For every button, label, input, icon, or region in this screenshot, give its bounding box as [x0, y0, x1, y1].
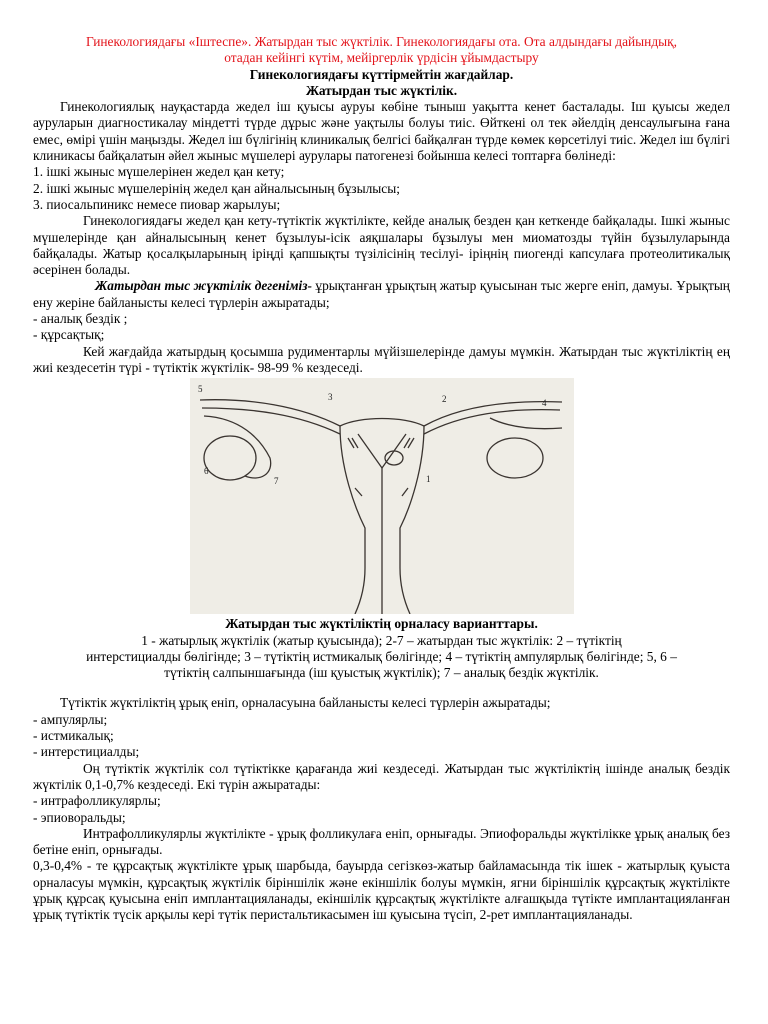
section-subheading: Жатырдан тыс жүктілік. [305, 82, 458, 98]
list-item: - құрсақтық; [33, 327, 105, 343]
label-6: 6 [203, 466, 208, 477]
figure-caption-title: Жатырдан тыс жүктіліктің орналасу варианттары. [225, 616, 538, 632]
right-ovary [487, 438, 543, 478]
list-item: - ампулярлы; [33, 711, 108, 727]
section-heading: Гинекологиядағы күттірмейтін жағдайлар. [249, 66, 514, 82]
uterus-diagram-figure [190, 378, 574, 614]
document-page [33, 34, 730, 924]
paragraph-bleeding: Гинекологиядағы жедел қан кету-түтіктік жүктілікте, кейде аналық безден қан кеткенде байқалады. Ішкі жыныс мүшелерінде қан айналысының кенет бұзылуы-ісік аяқшалары бұзылуы мен миоматозды түйін бұзылуларында байқалады. Жатыр қосалқыларының іріңді қапшықты түзілісінің тесілуі- іріңнің пиогенді капсулаға протеолитикалық әсерінен болады. [33, 213, 730, 278]
left-ovary [204, 436, 256, 480]
left-ovary-outline [204, 416, 271, 478]
list-item: - интерстициалды; [33, 744, 140, 760]
figure-caption-line: интерстициалды бөлігінде; 3 – түтіктің истмикалық бөлігінде; 4 – түтіктің ампулярлық бөлігінде; 5, 6 – [86, 648, 677, 664]
right-tube-outline-inner [424, 410, 560, 434]
right-fimbria [490, 418, 562, 429]
left-tube-outline-inner [202, 408, 340, 434]
document-title-line1: Гинекологиядағы «Іштеспе». Жатырдан тыс жүктілік. Гинекологиядағы ота. Ота алдындағы дайындық, [85, 34, 678, 49]
list-item: 3. пиосальпиникс немесе пиовар жарылуы; [33, 196, 281, 212]
document-title-line2: отадан кейінгі күтім, мейіргерлік үрдісін ұйымдастыру [224, 50, 539, 66]
uterus-right-wall [400, 426, 424, 614]
uterus-left-wall [340, 426, 365, 614]
list-item: - эпиоворальды; [33, 809, 126, 825]
list-item: - интрафолликулярлы; [33, 793, 161, 809]
label-5: 5 [197, 384, 202, 395]
paragraph-frequency: Кей жағдайда жатырдың қосымша рудиментарлы мүйізшелерінде дамуы мүмкін. Жатырдан тыс жүктіліктің ең жиі кездесетін түрі - түтіктік жүктілік- 98-99 % кездеседі. [33, 343, 730, 375]
label-2: 2 [441, 394, 446, 405]
definition-text: ұрықтанған ұрықтың жатыр қуысынан тыс жерге еніп, дамуы. Ұрықтың ену жеріне байланысты келесі түрлерін ажыратады; [33, 278, 730, 310]
label-7: 7 [273, 476, 278, 487]
list-item: - истмикалық; [33, 728, 114, 744]
figure-caption-line: түтіктің салпыншағында (іш қуыстық жүктілік); 7 – аналық бездік жүктілік. [164, 665, 599, 681]
uterus-diagram-image [190, 378, 574, 614]
uterus-fundus [340, 419, 424, 427]
paragraph-intrafollicular: Интрафолликулярлы жүктілікте - ұрық фолликулаға еніп, орнығады. Эпиофоральды жүктілікке ұрық аналық без бетіне еніп, орнығады. [33, 825, 730, 858]
paragraph-ovarian: Оң түтіктік жүктілік сол түтіктікке қарағанда жиі кездеседі. Жатырдан тыс жүктіліктің ішінде аналық бездік жүктілік 0,1-0,7% кездеседі. Екі түрін ажыратады: [33, 760, 730, 792]
definition-term: Жатырдан тыс жүктілік дегеніміз- [95, 278, 312, 294]
uterine-cavity [358, 434, 406, 468]
paragraph-tubal-types: Түтіктік жүктіліктің ұрық еніп, орналасуына байланысты келесі түрлерін ажыратады; [60, 695, 551, 711]
figure-caption-line: 1 - жатырлық жүктілік (жатыр қуысында); 2-7 – жатырдан тыс жүктілік: 2 – түтіктің [141, 632, 622, 648]
label-4: 4 [541, 398, 546, 409]
list-item: 1. ішкі жыныс мүшелерінен жедел қан кету; [33, 164, 285, 180]
uterine-pregnancy-sac [385, 451, 403, 465]
list-item: 2. ішкі жыныс мүшелерінің жедел қан айналысының бұзылысы; [33, 180, 400, 196]
label-3: 3 [327, 392, 332, 403]
paragraph-intro: Гинекологиялық науқастарда жедел іш қуысы ауруы көбіне тыныш уақытта кенет басталады. Іш қуысы жедел ауруларын диагностикалау міндетті түрде дұрыс және уақтылы болуы тиіс. Өйткені ол тек әйелдің денсаулығына ғана емес, өмірі үшін маңызды. Жедел іш бүлігінің клиникалық белгісі байқалған түрде көмек көрсетілуі тиіс. Жедел іш бүлігі клиникасы байқалатын әйел жыныс мүшелері аурулары патогенезі бойынша келесі топтарға бөлінеді: [33, 99, 730, 164]
list-item: - аналық бездік ; [33, 311, 128, 327]
paragraph-definition [33, 278, 730, 311]
label-1: 1 [425, 474, 430, 485]
paragraph-abdominal: 0,3-0,4% - те құрсақтық жүктілікте ұрық шарбыда, бауырда сегізкөз-жатыр байламасында тік ішек - жатырлық қуыста орналасуы мүмкін, құрсақтық жүктілік біріншілік және екіншілік болуы мүмкін, ягни біріншілік құрсақтық жүктілікте ұрық құрсақ қуысына еніп имплантацияланады, екіншілік құрсақтық жүктілікте алғашқыда түтікте имплантацияланған ұрық түтіктік түсік арқылы кері түтік перистальтикасымен іш қуысына түсіп, 2-рет имплантацияланады. [33, 858, 730, 923]
